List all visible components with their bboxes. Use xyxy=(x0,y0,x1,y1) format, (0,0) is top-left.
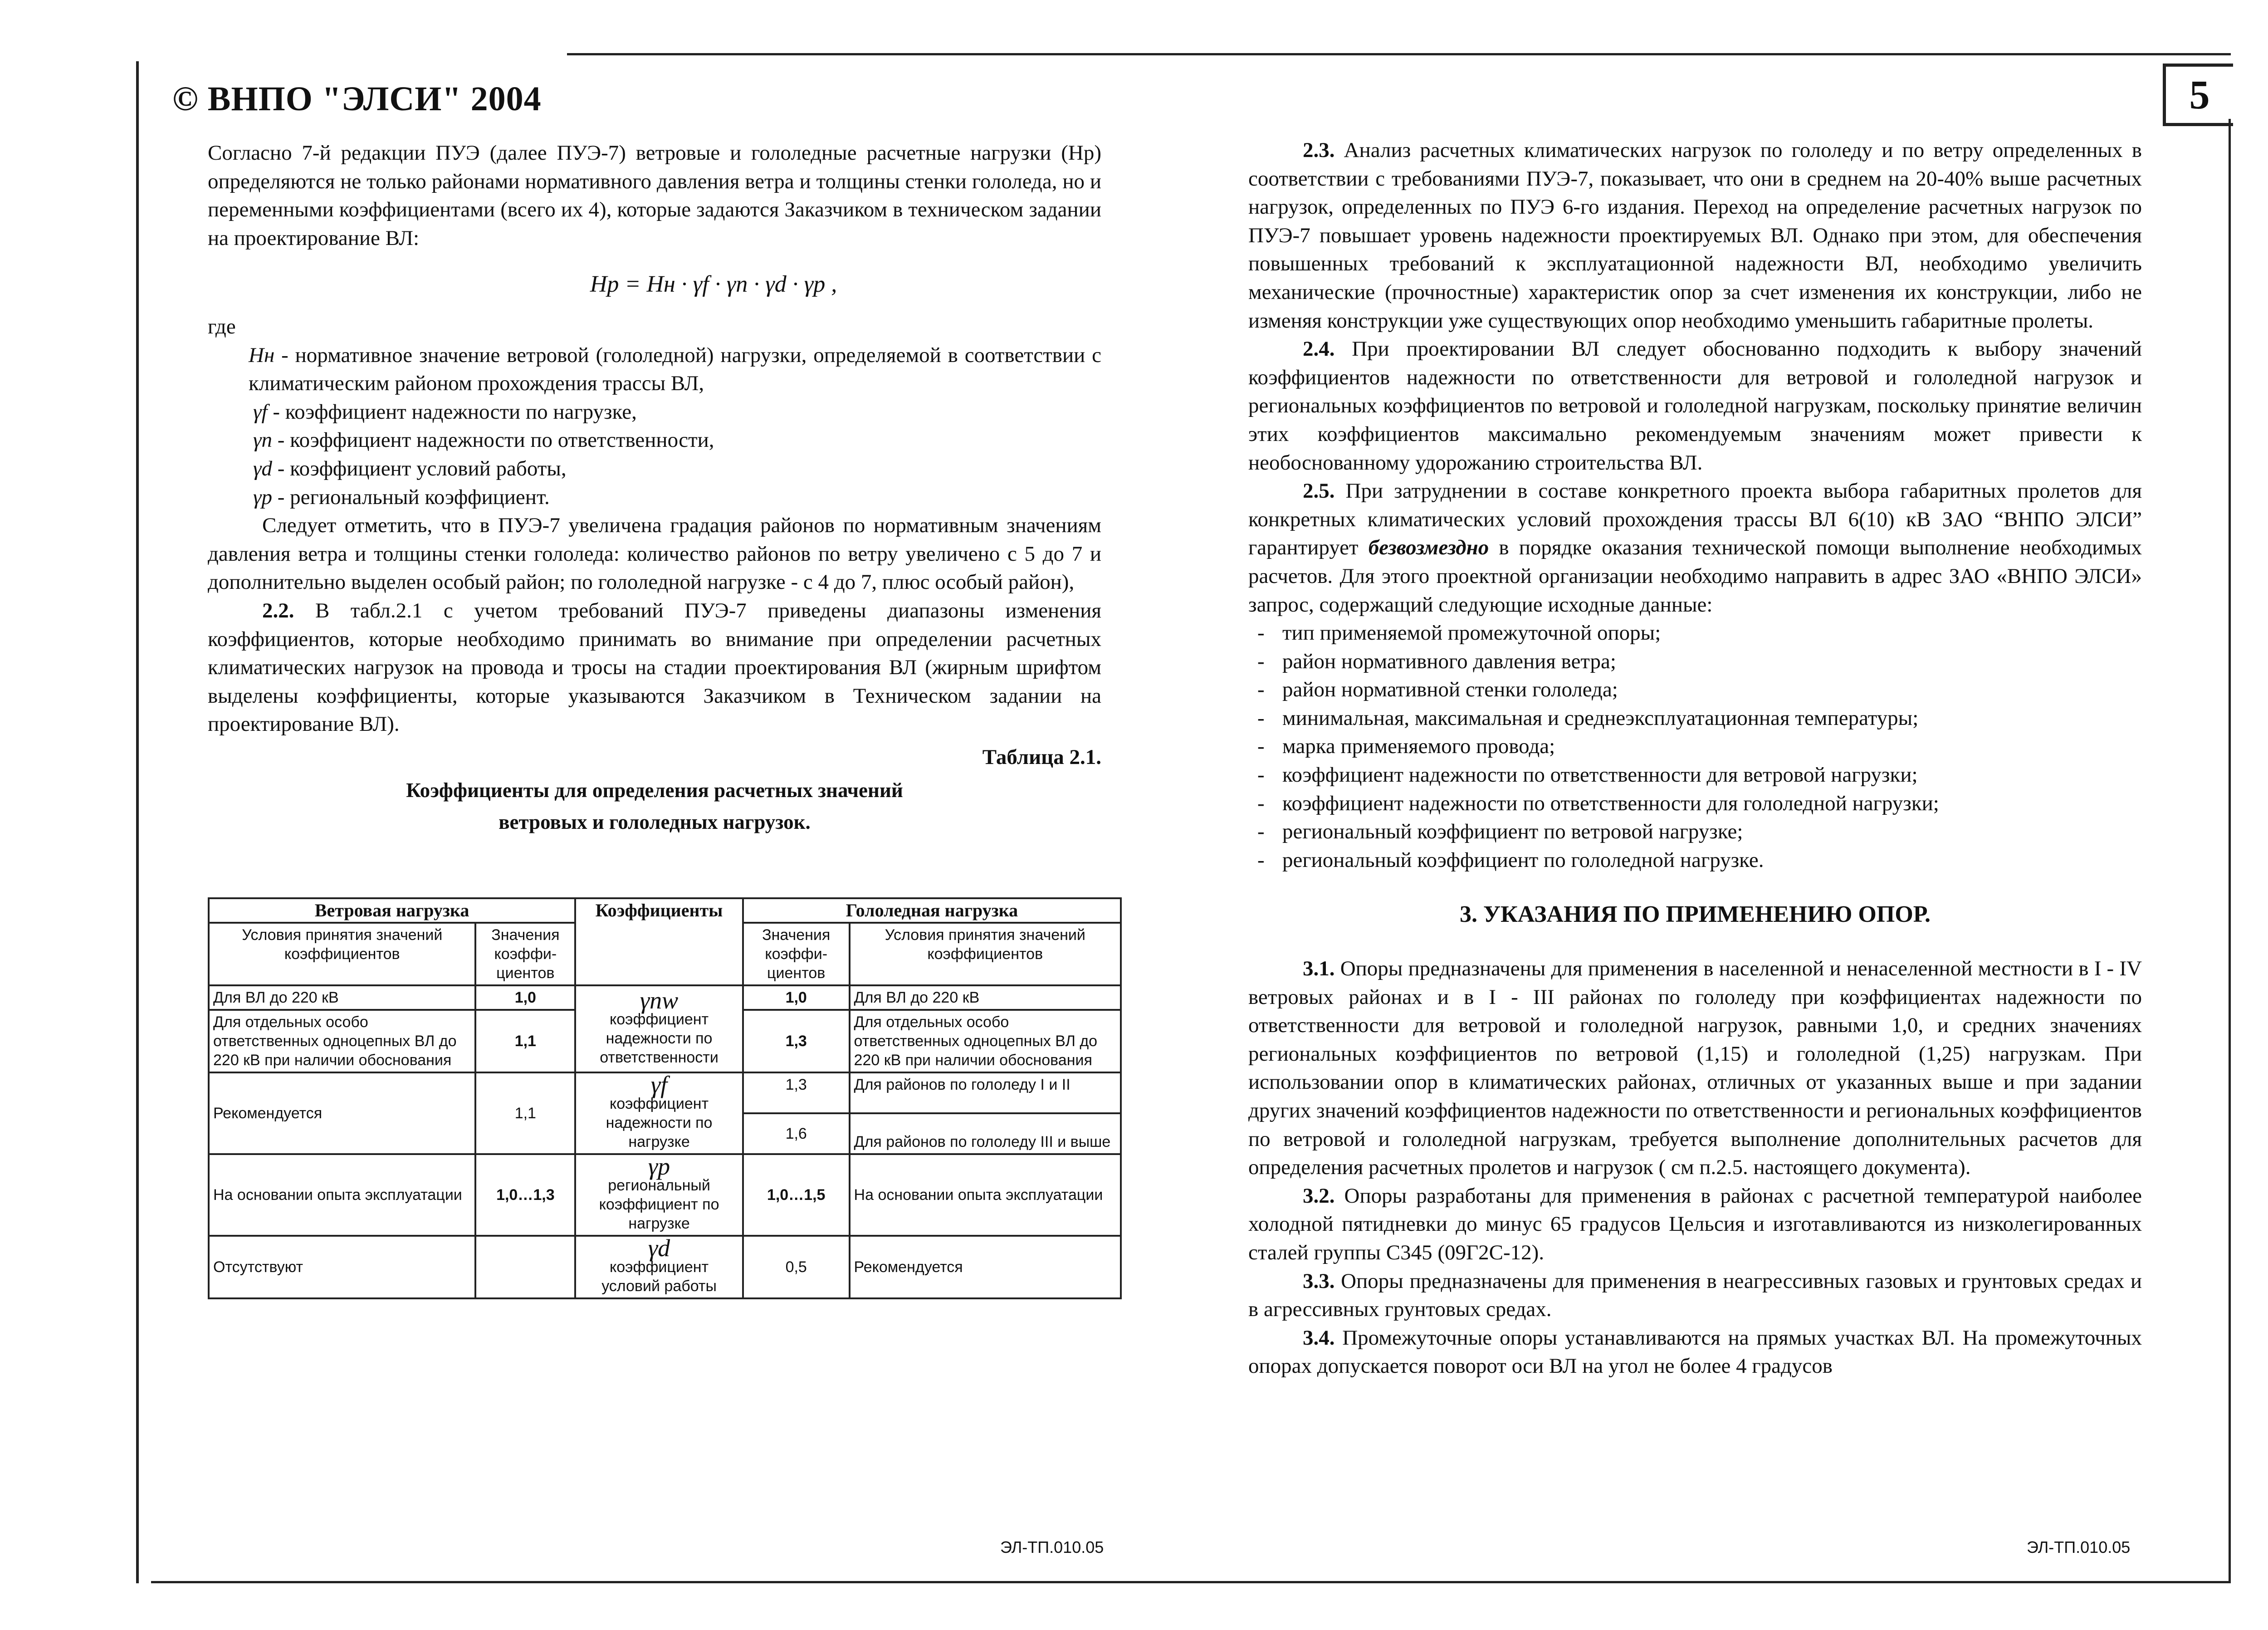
definition-text: - коэффициент надежности по нагрузке, xyxy=(273,400,637,424)
coefficient-description: региональный коэффициент по нагрузке xyxy=(599,1177,719,1232)
table-row xyxy=(209,1072,1121,1113)
wind-condition-cell: Отсутствуют xyxy=(209,1236,475,1298)
required-data-list xyxy=(1248,619,2142,874)
list-item: - коэффициент надежности по ответственности для гололедной нагрузки; xyxy=(1248,789,2142,818)
paragraph-number: 3.4. xyxy=(1303,1326,1335,1350)
paragraph-text: При затруднении в составе конкретного проекта выбора габаритных пролетов для конкретных климатических условий прохождения трассы ВЛ 6(10) кВ ЗАО “ВНПО ЭЛСИ” гарантирует xyxy=(1248,479,2142,560)
ice-value-header: Значения коэффи-циентов xyxy=(743,923,850,985)
table-title-line-2: ветровых и гололедных нагрузок. xyxy=(499,811,811,834)
paragraph-3-1 xyxy=(1248,955,2142,1182)
frame-bottom-rule xyxy=(151,1581,2231,1583)
coefficient-cell xyxy=(575,1236,743,1298)
paragraph-number: 2.4. xyxy=(1303,337,1335,361)
where-label: где xyxy=(208,314,236,338)
right-column xyxy=(1248,136,2142,1380)
table-row xyxy=(209,985,1121,1010)
paragraph-text: Опоры предназначены для применения в неагрессивных газовых и грунтовых средах и в агрессивных грунтовых средах. xyxy=(1248,1269,2142,1322)
paragraph-3-2 xyxy=(1248,1182,2142,1267)
definition-symbol: γр xyxy=(253,485,273,509)
wind-value-cell: 1,0…1,3 xyxy=(475,1154,575,1236)
coefficient-description: коэффициент надежности по нагрузке xyxy=(606,1095,713,1150)
page-number: 5 xyxy=(2163,64,2233,126)
intro-paragraph: Согласно 7-й редакции ПУЭ (далее ПУЭ-7) ветровые и гололедные расчетные нагрузки (Hр) определяются не только районами нормативного давления ветра и толщины стенки гололеда, но и переменными коэффициентами (всего их 4), которые задаются Заказчиком в техническом задании на проектирование ВЛ: xyxy=(208,141,1101,250)
wind-value-cell: 1,1 xyxy=(475,1072,575,1154)
paragraph-number: 2.3. xyxy=(1303,138,1335,162)
paragraph-text: В табл.2.1 с учетом требований ПУЭ-7 приведены диапазоны изменения коэффициентов, которые необходимо принимать во внимание при определении расчетных климатических нагрузок на провода и тросы на стадии проектирования ВЛ (жирным шрифтом выделены коэффициенты, которые указываются Заказчиком в Техническом задании на проектирование ВЛ). xyxy=(208,598,1101,736)
list-item: - региональный коэффициент по ветровой нагрузке; xyxy=(1248,817,2142,846)
wind-value-header: Значения коэффи-циентов xyxy=(475,923,575,985)
paragraph-2-5 xyxy=(1248,477,2142,619)
definition-gn xyxy=(208,426,1101,455)
frame-left-rule xyxy=(136,61,139,1583)
ice-value-cell: 1,3 xyxy=(743,1072,850,1113)
wind-condition-cell: На основании опыта эксплуатации xyxy=(209,1154,475,1236)
left-column xyxy=(208,139,1101,835)
paragraph-text: Опоры разработаны для применения в районах с расчетной температурой наиболее холодной пятидневки до минус 65 градусов Цельсия и изготавливаются из низколегированных сталей группы С345 (09Г2С-12). xyxy=(1248,1184,2142,1264)
ice-load-header: Гололедная нагрузка xyxy=(743,898,1121,923)
definition-symbol: γf xyxy=(253,400,268,424)
coefficients-table xyxy=(208,897,1122,1299)
frame-top-rule xyxy=(567,53,2231,55)
coefficient-symbol: γnw xyxy=(640,987,679,1014)
paragraph-number: 3.2. xyxy=(1303,1184,1335,1208)
ice-condition-cell: Рекомендуется xyxy=(850,1236,1121,1298)
formula: Hр = Hн · γf · γn · γd · γр , xyxy=(590,271,837,298)
paragraph-text: Анализ расчетных климатических нагрузок по гололеду и по ветру определенных в соответствии с требованиями ПУЭ-7, показывает, что они в среднем на 20-40% выше расчетных нагрузок, определенных по ПУЭ 6-го издания. Переход на определение расчетных нагрузок по ПУЭ-7 повышает уровень надежности проектируемых ВЛ. Однако при этом, для обеспечения повышенных требований к эксплуатационной надежности ВЛ, необходимо увеличить механические (прочностные) характеристик опор за счет изменения их конструкции, либо не изменяя конструкции уже существующих опор необходимо уменьшить габаритные пролеты. xyxy=(1248,138,2142,333)
definition-gd xyxy=(208,455,1101,483)
definition-gf xyxy=(208,398,1101,426)
list-item: - тип применяемой промежуточной опоры; xyxy=(1248,619,2142,647)
paragraph-text: в порядке оказания технической помощи выполнение необходимых расчетов. Для этого проектной организации необходимо направить в адрес ЗАО «ВНПО ЭЛСИ» запрос, содержащий следующие исходные данные: xyxy=(1248,536,2142,617)
coefficient-symbol: γр xyxy=(648,1153,670,1180)
list-item: - район нормативной стенки гололеда; xyxy=(1248,675,2142,704)
paragraph-number: 2.2. xyxy=(262,598,294,622)
coefficient-symbol: γd xyxy=(648,1234,670,1262)
coefficient-cell xyxy=(575,1154,743,1236)
paragraph-text: При проектировании ВЛ следует обоснованно подходить к выбору значений коэффициентов надежности по ответственности для ветровой и гололедной нагрузок и региональных коэффициентов по ветровой и гололедной нагрузкам, поскольку принятие величин этих коэффициентов максимально рекомендуемым значениям может привести к необоснованному удорожанию строительства ВЛ. xyxy=(1248,337,2142,475)
table-row xyxy=(209,1236,1121,1298)
coefficient-description: коэффициент условий работы xyxy=(601,1258,717,1295)
ice-condition-cell: Для районов по гололеду III и выше xyxy=(850,1113,1121,1154)
ice-value-cell: 1,3 xyxy=(743,1010,850,1072)
definition-symbol: Hн - xyxy=(249,343,288,367)
paragraph-3-3 xyxy=(1248,1267,2142,1324)
table-group-header-row xyxy=(209,898,1121,923)
paragraph-2-4 xyxy=(1248,335,2142,477)
paragraph-text: Промежуточные опоры устанавливаются на прямых участках ВЛ. На промежуточных опорах допускается поворот оси ВЛ на угол не более 4 градусов xyxy=(1248,1326,2142,1378)
definition-symbol: γn xyxy=(253,428,273,452)
paragraph-text: Опоры предназначены для применения в населенной и ненаселенной местности в I - IV ветровых районах и в I - III районах по гололеду при коэффициентах надежности по ответственности для ветровой и гололедной нагрузок, равными 1,0, и средних значениях региональных коэффициентов по ветровой (1,15) и гололедной (1,25) нагрузкам. При использовании опор в климатических районах, отличных от указанных выше и при задании других значений коэффициентов надежности по ответственности и региональных коэффициентов по ветровой и гололедной нагрузкам, требуется выполнение дополнительных расчетов для определения расчетных пролетов и нагрузок ( см п.2.5. настоящего документа). xyxy=(1248,957,2142,1180)
definition-hn xyxy=(208,341,1101,398)
list-item: - марка применяемого провода; xyxy=(1248,732,2142,761)
definition-text: - региональный коэффициент. xyxy=(277,485,550,509)
table-title-line-1: Коэффициенты для определения расчетных значений xyxy=(406,779,903,802)
wind-value-cell: 1,1 xyxy=(475,1010,575,1072)
paragraph-number: 3.3. xyxy=(1303,1269,1335,1293)
list-item: - коэффициент надежности по ответственности для ветровой нагрузки; xyxy=(1248,761,2142,789)
ice-value-cell: 1,6 xyxy=(743,1113,850,1154)
paragraph-number: 2.5. xyxy=(1303,479,1335,503)
emphasis-text: безвозмездно xyxy=(1368,536,1489,560)
paragraph-number: 3.1. xyxy=(1303,957,1335,981)
ice-condition-cell: Для районов по гололеду I и II xyxy=(850,1072,1121,1113)
frame-right-rule xyxy=(2229,119,2231,1583)
wind-value-cell xyxy=(475,1236,575,1298)
ice-condition-cell: На основании опыта эксплуатации xyxy=(850,1154,1121,1236)
list-item: - район нормативного давления ветра; xyxy=(1248,647,2142,676)
footer-code-right: ЭЛ-ТП.010.05 xyxy=(2027,1538,2131,1557)
ice-condition-cell: Для ВЛ до 220 кВ xyxy=(850,985,1121,1010)
definition-symbol: γd xyxy=(253,456,273,480)
definition-text: - коэффициент условий работы, xyxy=(277,456,567,480)
paragraph-2-3 xyxy=(1248,136,2142,335)
table-row xyxy=(209,1154,1121,1236)
coefficient-symbol: γf xyxy=(650,1071,668,1098)
wind-condition-header: Условия принятия значений коэффициентов xyxy=(209,923,475,985)
list-item: - минимальная, максимальная и среднеэксплуатационная температуры; xyxy=(1248,704,2142,733)
list-item: - региональный коэффициент по гололедной нагрузке. xyxy=(1248,846,2142,875)
paragraph-3-4 xyxy=(1248,1324,2142,1380)
ice-condition-header: Условия принятия значений коэффициентов xyxy=(850,923,1121,985)
definition-text: - коэффициент надежности по ответственности, xyxy=(277,428,714,452)
coefficient-cell xyxy=(575,985,743,1072)
wind-condition-cell: Для ВЛ до 220 кВ xyxy=(209,985,475,1010)
coefficient-cell xyxy=(575,1072,743,1154)
wind-condition-cell: Для отдельных особо ответственных одноцепных ВЛ до 220 кВ при наличии обоснования xyxy=(209,1010,475,1072)
ice-condition-cell: Для отдельных особо ответственных одноцепных ВЛ до 220 кВ при наличии обоснования xyxy=(850,1010,1121,1072)
header-title: © ВНПО "ЭЛСИ" 2004 xyxy=(172,80,542,118)
coefficient-description: коэффициент надежности по ответственности xyxy=(600,1011,719,1066)
coefficients-header: Коэффициенты xyxy=(575,898,743,985)
ice-value-cell: 0,5 xyxy=(743,1236,850,1298)
wind-load-header: Ветровая нагрузка xyxy=(209,898,575,923)
table-label: Таблица 2.1. xyxy=(982,745,1101,769)
paragraph-2-2 xyxy=(208,597,1101,739)
note-paragraph: Следует отметить, что в ПУЭ-7 увеличена градация районов по нормативным значениям давления ветра и толщины стенки гололеда: количество районов по ветру увеличено с 5 до 7 и дополнительно выделен особый район; по гололедной нагрузке - с 4 до 7, плюс особый район), xyxy=(208,514,1101,594)
ice-value-cell: 1,0…1,5 xyxy=(743,1154,850,1236)
ice-value-cell: 1,0 xyxy=(743,985,850,1010)
wind-condition-cell: Рекомендуется xyxy=(209,1072,475,1154)
definition-gr xyxy=(208,483,1101,512)
section-title: 3. УКАЗАНИЯ ПО ПРИМЕНЕНИЮ ОПОР. xyxy=(1459,901,1931,928)
footer-code-left: ЭЛ-ТП.010.05 xyxy=(1000,1538,1104,1557)
wind-value-cell: 1,0 xyxy=(475,985,575,1010)
definition-text: нормативное значение ветровой (гололедной) нагрузки, определяемой в соответствии с климатическим районом прохождения трассы ВЛ, xyxy=(249,343,1101,396)
